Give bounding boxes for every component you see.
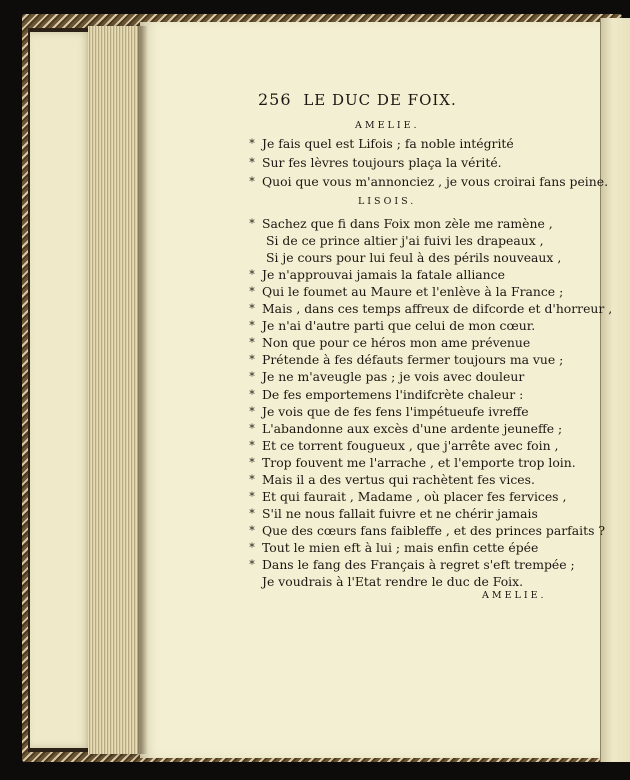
verse-line: S'il ne nous fallait fuivre et ne chérir jamais [262, 505, 538, 521]
verse-marker: * [249, 455, 255, 469]
verse-marker: * [249, 421, 255, 435]
verse-line: L'abandonne aux excès d'une ardente jeuneffe ; [262, 420, 563, 436]
verse-marker: * [249, 506, 255, 520]
verse-line: Si de ce prince altier j'ai fuivi les drapeaux , [266, 233, 544, 249]
verse-marker: * [249, 285, 255, 299]
verse-line: Qui le foumet au Maure et l'enlève à la France ; [262, 284, 564, 300]
verse-marker: * [249, 489, 255, 503]
verse-line: Quoi que vous m'annonciez , je vous croirai fans peine. [262, 174, 609, 189]
verse-line: Je n'approuvai jamais la fatale alliance [262, 267, 505, 283]
verse-line: Que des cœurs fans faibleffe , et des princes parfaits ? [262, 522, 606, 538]
verse-marker: * [249, 175, 255, 188]
verse-marker: * [249, 472, 255, 486]
page-number: 256 [258, 90, 292, 109]
verse-line: Sur fes lèvres toujours plaça la vérité. [262, 155, 502, 170]
verse-marker: * [249, 558, 255, 571]
verse-line: Je vois que de fes fens l'impétueufe ivreffe [262, 403, 529, 419]
gutter-shadow [138, 26, 148, 754]
verse-marker: * [249, 387, 255, 401]
left-leaf [30, 32, 90, 748]
verse-line: Non que pour ce héros mon ame prévenue [262, 335, 531, 351]
verse-marker: * [249, 137, 255, 150]
verse-line: Mais il a des vertus qui rachètent fes vices. [262, 471, 535, 487]
verse-line: Je voudrais à l'Etat rendre le duc de Foix. [262, 574, 524, 590]
verse-marker: * [249, 319, 255, 333]
verse-line: De fes emportemens l'indifcrète chaleur : [262, 386, 524, 402]
verse-line: Tout le mien eft à lui ; mais enfin cette épée [262, 539, 539, 555]
verse-marker: * [249, 336, 255, 350]
verse-line: Je ne m'aveugle pas ; je vois avec douleur [262, 369, 525, 385]
verse-marker: * [249, 268, 255, 282]
verse-line: Je fais quel est Lifois ; fa noble intégrité [262, 136, 514, 151]
verse-line: Et ce torrent fougueux , que j'arrête avec foin , [262, 437, 559, 453]
verse-marker: * [249, 302, 255, 316]
speaker-label-lisois: LISOIS. [358, 196, 417, 207]
right-page-edge [600, 18, 630, 762]
verse-line: Prétende à fes défauts fermer toujours ma vue ; [262, 352, 564, 368]
verse-marker: * [249, 353, 255, 367]
verse-marker: * [249, 156, 255, 169]
verse-marker: * [249, 523, 255, 537]
verse-marker: * [249, 404, 255, 418]
verse-line: Et qui faurait , Madame , où placer fes fervices , [262, 488, 567, 504]
running-header [258, 90, 488, 109]
verse-marker: * [249, 438, 255, 452]
verse-marker: * [249, 370, 255, 384]
running-title: LE DUC DE FOIX. [303, 91, 457, 109]
catchword: AMELIE. [482, 590, 547, 601]
verse-line: Dans le fang des Français à regret s'eft trempée ; [262, 557, 575, 572]
verse-line: Si je cours pour lui feul à des périls nouveaux , [266, 250, 562, 266]
verse-marker: * [249, 540, 255, 554]
page-edges [88, 26, 140, 754]
verse-line: Je n'ai d'autre parti que celui de mon cœur. [262, 318, 536, 334]
verse-line: Sachez que fi dans Foix mon zèle me ramène , [262, 216, 553, 231]
speaker-label-amelie: AMELIE. [355, 120, 420, 131]
verse-line: Mais , dans ces temps affreux de difcorde et d'horreur , [262, 301, 613, 317]
verse-marker: * [249, 217, 255, 230]
verse-line: Trop fouvent me l'arrache , et l'emporte trop loin. [262, 454, 576, 470]
